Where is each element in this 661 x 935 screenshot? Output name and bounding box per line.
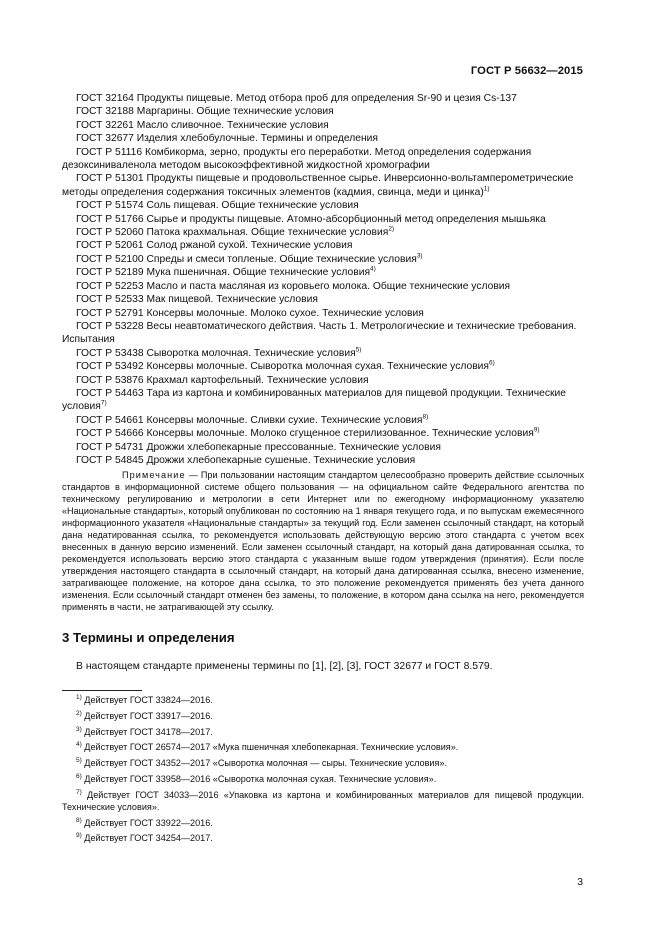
footnote-mark: 9) bbox=[76, 832, 82, 840]
footnote-marker: 4) bbox=[370, 265, 376, 273]
reference-item bbox=[62, 293, 584, 306]
footnote-marker: 8) bbox=[422, 413, 429, 421]
footnote-text: Действует ГОСТ 34178—2017. bbox=[81, 726, 213, 737]
footnote-item bbox=[62, 694, 584, 706]
standard-id-header: ГОСТ Р 56632—2015 bbox=[470, 65, 583, 77]
reference-text: ГОСТ Р 52189 Мука пшеничная. Общие технические условия bbox=[76, 267, 371, 279]
footnote-mark: 3) bbox=[76, 725, 82, 733]
footnote-item bbox=[62, 773, 584, 785]
reference-text: ГОСТ Р 53876 Крахмал картофельный. Технические условия bbox=[76, 374, 369, 386]
reference-text: ГОСТ Р 53438 Сыворотка молочная. Технические условия bbox=[76, 347, 356, 359]
footnote-text: Действует ГОСТ 26574—2017 «Мука пшеничная хлебопекарная. Технические условия». bbox=[81, 742, 459, 753]
footnote-item bbox=[62, 726, 584, 738]
section-paragraph: В настоящем стандарте применены термины по [1], [2], [3], ГОСТ 32677 и ГОСТ 8.579. bbox=[76, 661, 493, 672]
page-number: 3 bbox=[577, 877, 583, 888]
reference-text: ГОСТ Р 52253 Масло и паста масляная из коровьего молока. Общие технические условия bbox=[76, 280, 511, 292]
reference-text: ГОСТ Р 54661 Консервы молочные. Сливки сухие. Технические условия bbox=[76, 414, 423, 426]
footnote-text: Действует ГОСТ 33824—2016. bbox=[81, 695, 213, 705]
normative-references-list bbox=[62, 92, 584, 467]
reference-text: ГОСТ Р 53228 Весы неавтоматического действия. Часть 1. Метрологические и технические требования. Испытания bbox=[62, 320, 577, 346]
reference-text: ГОСТ Р 51574 Соль пищевая. Общие технические условия bbox=[76, 200, 359, 212]
reference-text: ГОСТ Р 51301 Продукты пищевые и продовольственное сырье. Инверсионно-вольтамперометрические методы определения содержания токсичных элементов (кадмия, свинца, меди и цинка) bbox=[62, 173, 574, 198]
footnote-marker: 7) bbox=[100, 399, 107, 407]
reference-item bbox=[62, 427, 584, 440]
footnote-marker: 6) bbox=[489, 359, 495, 367]
reference-text: ГОСТ 32164 Продукты пищевые. Метод отбора проб для определения Sr-90 и цезия Cs-137 bbox=[76, 93, 517, 104]
reference-text: ГОСТ 32188 Маргарины. Общие технические условия bbox=[76, 106, 334, 118]
reference-item bbox=[62, 360, 584, 373]
reference-text: ГОСТ Р 54731 Дрожжи хлебопекарные прессованные. Технические условия bbox=[76, 441, 441, 453]
reference-text: ГОСТ Р 52060 Патока крахмальная. Общие технические условия bbox=[76, 227, 389, 239]
reference-text: ГОСТ 32677 Изделия хлебобулочные. Термины и определения bbox=[76, 133, 378, 145]
footnote-mark: 8) bbox=[76, 816, 82, 824]
footnote-mark: 7) bbox=[76, 788, 82, 796]
reference-item bbox=[62, 226, 584, 239]
footnote-mark: 2) bbox=[76, 709, 82, 717]
reference-item bbox=[62, 454, 584, 467]
reference-text: ГОСТ Р 52791 Консервы молочные. Молоко сухое. Технические условия bbox=[76, 307, 424, 319]
reference-item bbox=[62, 92, 584, 105]
footnote-item bbox=[62, 741, 584, 753]
reference-text: ГОСТ Р 51116 Комбикорма, зерно, продукты его переработки. Метод определения содержания дезоксиниваленола методом высокоэффективной жидкостной хромографии bbox=[62, 146, 532, 172]
section-heading: 3 Термины и определения bbox=[62, 630, 235, 645]
reference-item bbox=[62, 119, 584, 132]
reference-text: ГОСТ Р 54666 Консервы молочные. Молоко сгущенное стерилизованное. Технические условия bbox=[76, 428, 534, 440]
reference-text: ГОСТ Р 52061 Солод ржаной сухой. Технические условия bbox=[76, 240, 353, 252]
note-body: — При пользовании настоящим стандартом целесообразно проверить действие ссылочных стандартов в информационной системе общего пользования — на официальном сайте Федерального агентства по техническому регулированию и метрологии в сети Интернет или по ежегодному информационному указателю «Национальные стандарты», который опубликован по состоянию на 1 января текущего года, и по выпускам ежемесячного информационного указателя «Национальные стандарты» за текущий год. Если заменен ссылочный стандарт, на который дана недатированная ссылка, то рекомендуется использовать действующую версию этого стандарта с учетом всех внесенных в данную версию изменений. Если заменен ссылочный стандарт, на который дана датированная ссылка, то рекомендуется использовать версию этого стандарта с указанным выше годом утверждения (принятия). Если после утверждения настоящего стандарта в ссылочный стандарт, на который дана датированная ссылка, внесено изменение, затрагивающее положение, на которое дана ссылка, то это положение рекомендуется применять без учета данного изменения. Если ссылочный стандарт отменен без замены, то положение, в котором дана ссылка на него, рекомендуется применять в части, не затрагивающей эту ссылку. bbox=[62, 470, 584, 612]
reference-text: ГОСТ Р 53492 Консервы молочные. Сыворотка молочная сухая. Технические условия bbox=[76, 361, 489, 373]
reference-text: ГОСТ Р 54463 Тара из картона и комбинированных материалов для пищевой продукции. Технические условия bbox=[62, 387, 567, 413]
footnote-mark: 1) bbox=[76, 693, 82, 701]
footnote-text: Действует ГОСТ 34254—2017. bbox=[81, 833, 213, 844]
footnote-mark: 6) bbox=[76, 772, 82, 780]
footnote-marker: 3) bbox=[416, 252, 423, 260]
reference-item bbox=[62, 280, 584, 293]
footnote-mark: 5) bbox=[76, 757, 82, 765]
reference-item bbox=[62, 132, 584, 145]
footnote-marker: 9) bbox=[533, 426, 540, 434]
footnote-item bbox=[62, 710, 584, 722]
reference-item bbox=[62, 387, 584, 414]
reference-item bbox=[62, 347, 584, 360]
reference-text: ГОСТ Р 52533 Мак пищевой. Технические условия bbox=[76, 294, 318, 306]
reference-item bbox=[62, 374, 584, 387]
reference-item bbox=[62, 320, 584, 347]
footnote-text: Действует ГОСТ 34352—2017 «Сыворотка молочная — сыры. Технические условия». bbox=[81, 758, 448, 769]
reference-item bbox=[62, 414, 584, 427]
reference-item bbox=[62, 253, 584, 266]
reference-item bbox=[62, 146, 584, 173]
footnote-text: Действует ГОСТ 33922—2016. bbox=[81, 817, 213, 828]
footnotes-list bbox=[62, 694, 584, 848]
footnote-item bbox=[62, 817, 584, 829]
footnote-mark: 4) bbox=[76, 741, 82, 749]
reference-text: ГОСТ Р 54845 Дрожжи хлебопекарные сушеные. Технические условия bbox=[76, 454, 416, 466]
reference-text: ГОСТ Р 52100 Спреды и смеси топленые. Общие технические условия bbox=[76, 253, 417, 265]
reference-item bbox=[62, 172, 584, 199]
reference-text: ГОСТ 32261 Масло сливочное. Технические условия bbox=[76, 119, 329, 131]
reference-item bbox=[62, 239, 584, 252]
footnote-text: Действует ГОСТ 34033—2016 «Упаковка из картона и комбинированных материалов для пищевой продукции. Технические условия». bbox=[62, 789, 584, 812]
reference-text: ГОСТ Р 51766 Сырье и продукты пищевые. Атомно-абсорбционный метод определения мышьяка bbox=[76, 213, 546, 225]
footnote-item bbox=[62, 832, 584, 844]
footnote-marker: 5) bbox=[355, 346, 362, 354]
reference-item bbox=[62, 199, 584, 212]
note-paragraph bbox=[62, 469, 584, 613]
footnote-item bbox=[62, 789, 584, 813]
footnote-text: Действует ГОСТ 33958—2016 «Сыворотка молочная сухая. Технические условия». bbox=[81, 773, 437, 784]
reference-item bbox=[62, 213, 584, 226]
footnote-divider bbox=[62, 690, 142, 691]
reference-item bbox=[62, 307, 584, 320]
footnote-marker: 1) bbox=[483, 185, 490, 193]
note-label: Примечание bbox=[122, 470, 186, 480]
reference-item bbox=[62, 441, 584, 454]
reference-item bbox=[62, 105, 584, 118]
reference-item bbox=[62, 266, 584, 279]
footnote-item bbox=[62, 757, 584, 769]
footnote-text: Действует ГОСТ 33917—2016. bbox=[81, 710, 213, 721]
footnote-marker: 2) bbox=[388, 225, 395, 233]
